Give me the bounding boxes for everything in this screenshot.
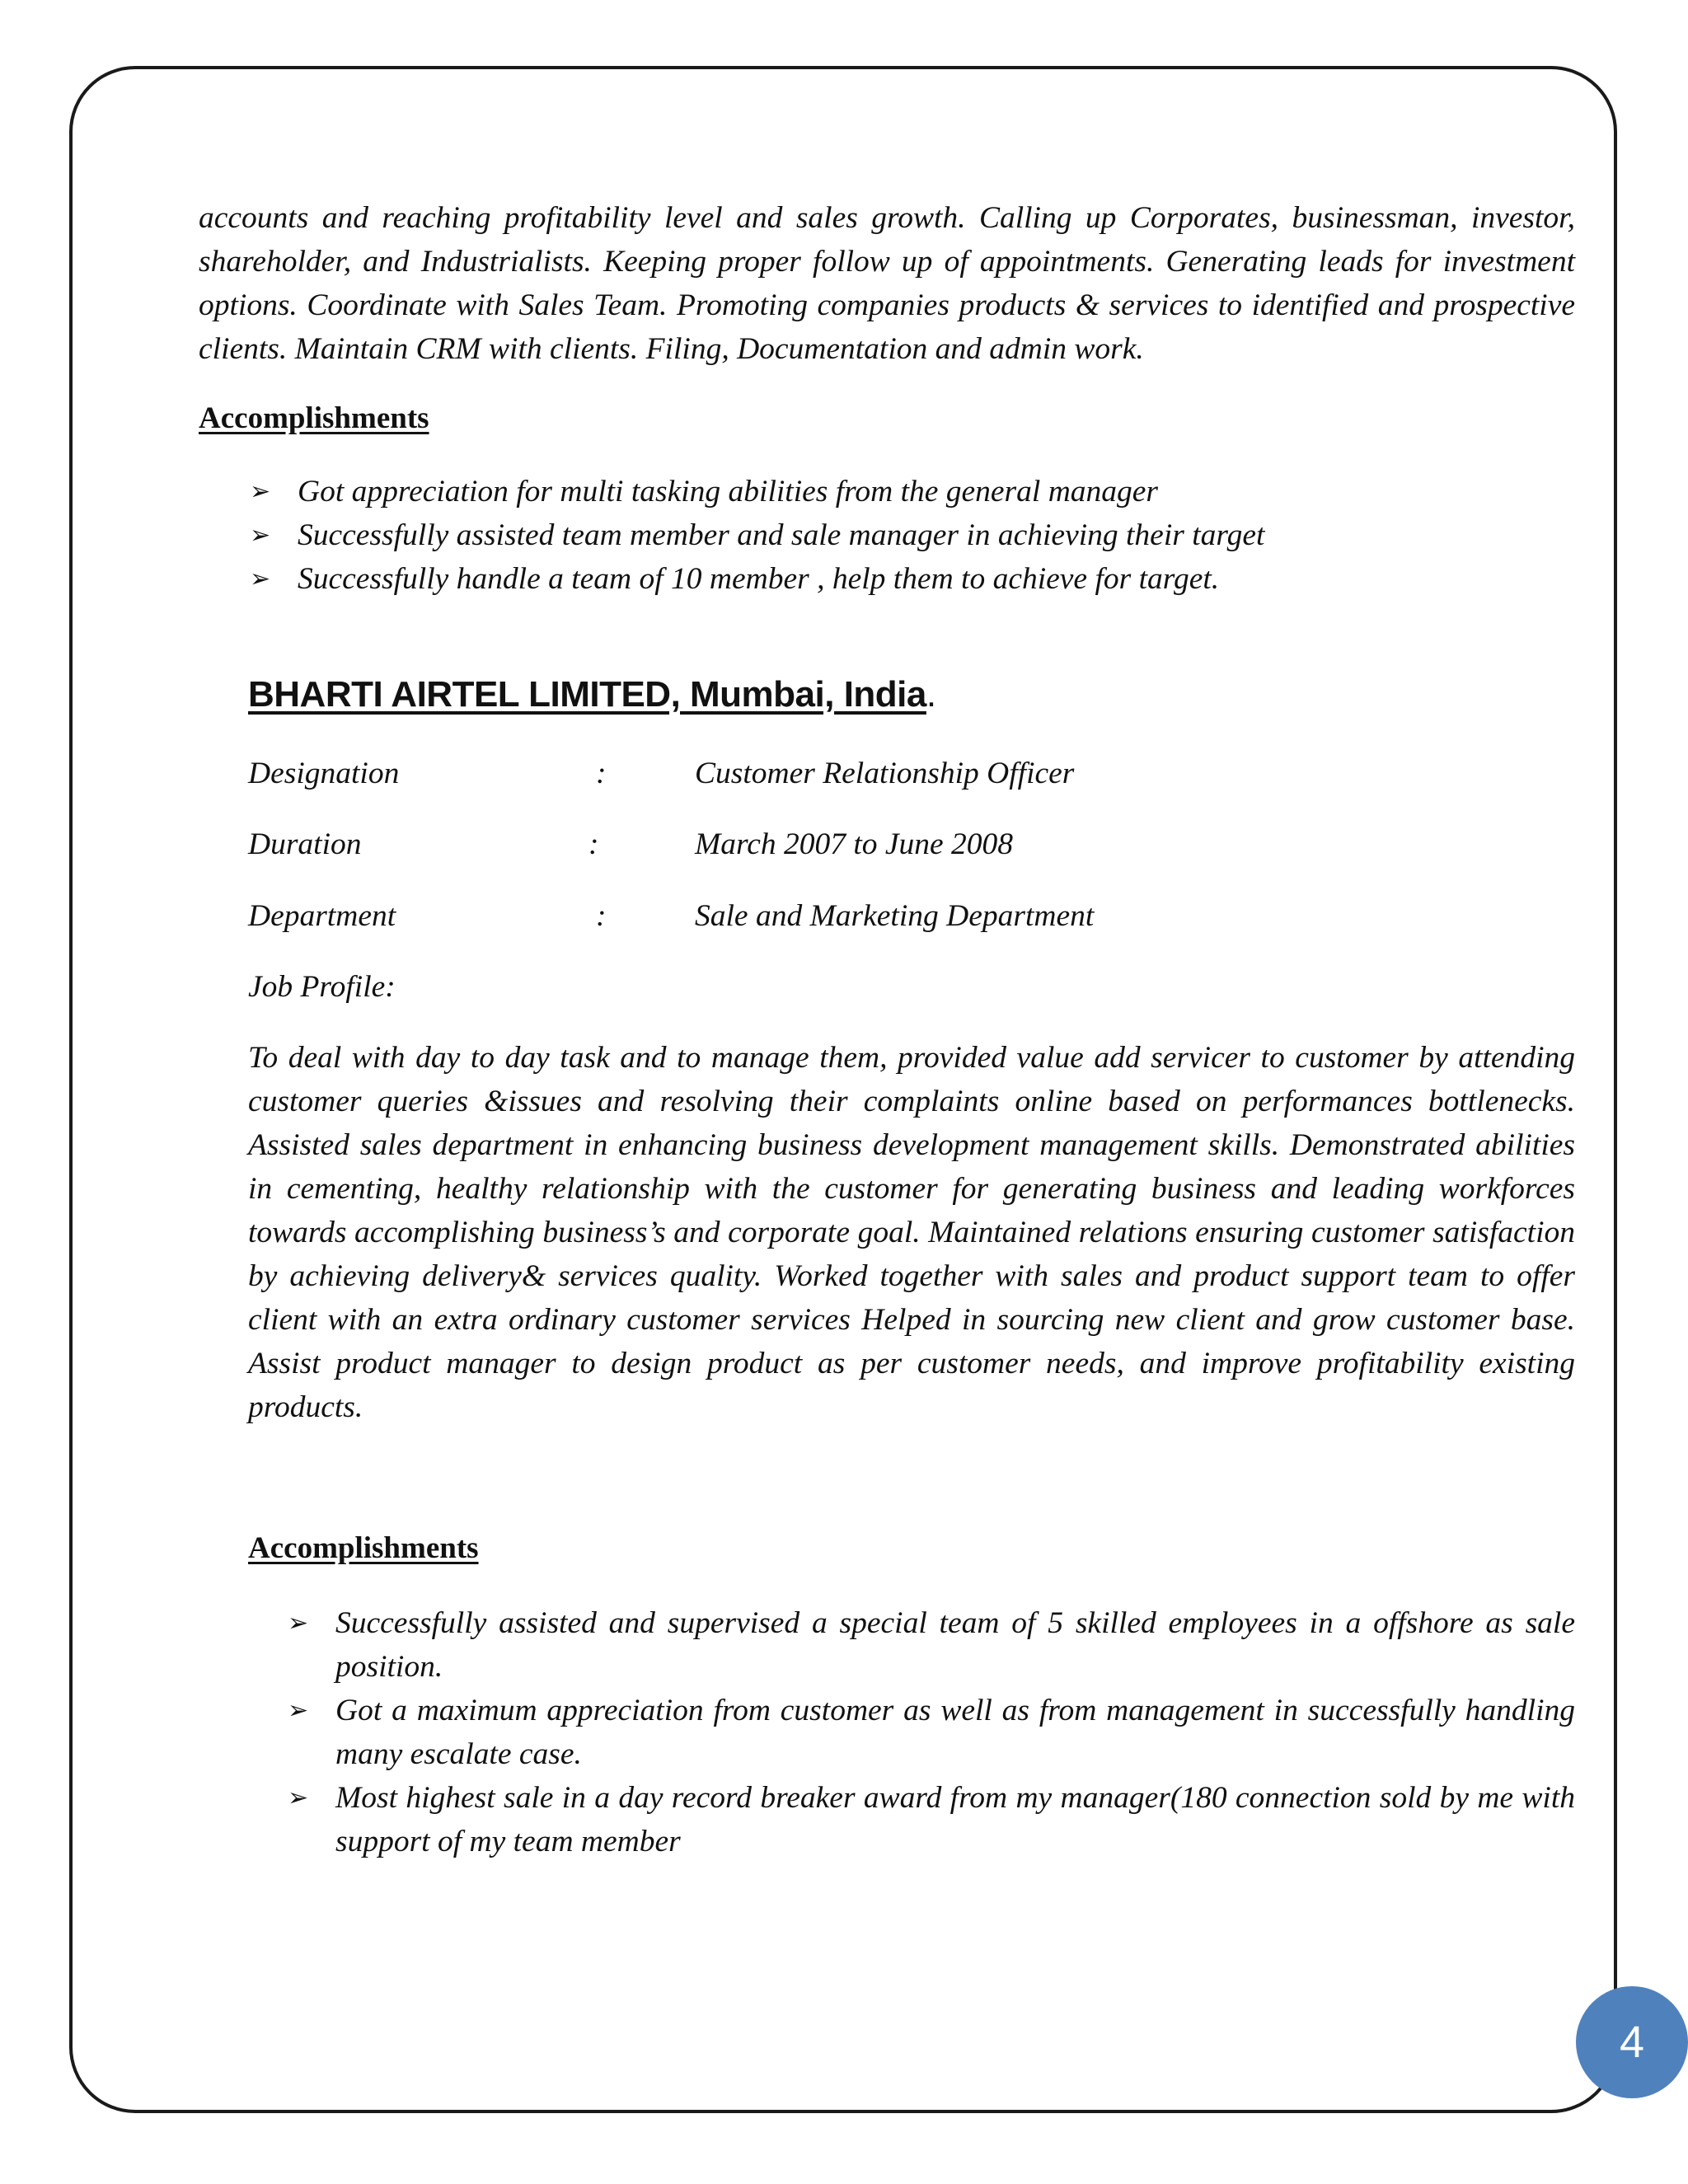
list-item: ➢ Got appreciation for multi tasking abilities from the general manager <box>298 470 1575 513</box>
accomplishments-heading-1: Accomplishments <box>199 401 429 435</box>
list-item: ➢ Got a maximum appreciation from customer as well as from management in successfully handling many escalate case. <box>335 1689 1575 1776</box>
list-item: ➢ Successfully handle a team of 10 member , help them to achieve for target. <box>298 557 1575 601</box>
company-heading: BHARTI AIRTEL LIMITED, Mumbai, India. <box>248 674 936 715</box>
arrow-bullet-icon: ➢ <box>250 477 271 506</box>
list-item: ➢ Successfully assisted team member and sale manager in achieving their target <box>298 513 1575 557</box>
job-profile-label: Job Profile: <box>248 970 396 1004</box>
arrow-bullet-icon: ➢ <box>250 521 271 550</box>
intro-paragraph: accounts and reaching profitability level and sales growth. Calling up Corporates, businessman, investor, shareholder, and Industrialists. Keeping proper follow up of appointments. Generating leads for investment options. Coordinate with Sales Team. Promoting companies products & services to identified and prospective clients. Maintain CRM with clients. Filing, Documentation and admin work. <box>199 201 1575 366</box>
arrow-bullet-icon: ➢ <box>288 1783 309 1812</box>
list-item: ➢ Successfully assisted and supervised a special team of 5 skilled employees in a offshore as sale position. <box>335 1601 1575 1689</box>
arrow-bullet-icon: ➢ <box>288 1696 309 1725</box>
list-item: ➢ Most highest sale in a day record breaker award from my manager(180 connection sold by me with support of my team member <box>335 1776 1575 1863</box>
accomplishments-list-2 <box>288 1601 1575 1863</box>
arrow-bullet-icon: ➢ <box>288 1609 309 1638</box>
accomplishments-list-1 <box>250 470 1575 601</box>
arrow-bullet-icon: ➢ <box>250 565 271 593</box>
duration-row: Duration : March 2007 to June 2008 <box>248 827 1014 861</box>
job-profile-text: To deal with day to day task and to manage them, provided value add servicer to customer by attending customer queries &issues and resolving their complaints online based on performances bottlenecks. Assisted sales department in enhancing business development management skills. Demonstrated abilities in cementing, healthy relationship with the customer for generating business and leading workforces towards accomplishing business’s and corporate goal. Maintained relations ensuring customer satisfaction by achieving delivery& services quality. Worked together with sales and product support team to offer client with an extra ordinary customer services Helped in sourcing new client and grow customer base. Assist product manager to design product as per customer needs, and improve profitability existing products. <box>248 1041 1575 1424</box>
designation-row: Designation : Customer Relationship Officer <box>248 757 1075 790</box>
department-row: Department : Sale and Marketing Department <box>248 899 1095 933</box>
accomplishments-heading-2: Accomplishments <box>248 1531 479 1565</box>
page-number-badge: 4 <box>1576 1986 1688 2098</box>
